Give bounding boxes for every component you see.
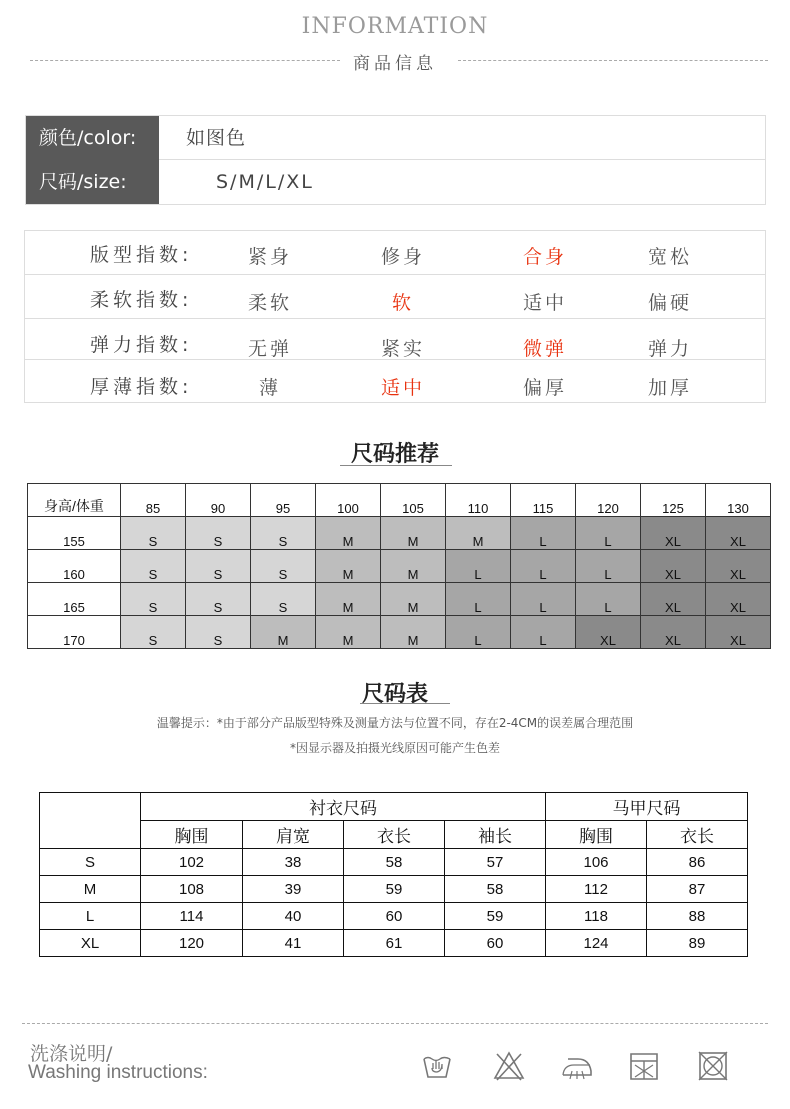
measure-cell: 102 — [141, 849, 243, 876]
size-name-cell: XL — [40, 930, 141, 957]
product-info-box — [25, 115, 766, 205]
size-chart-table — [39, 792, 748, 957]
measure-cell: 40 — [243, 903, 344, 930]
size-cell: M — [316, 550, 381, 583]
iron-low-icon — [560, 1049, 594, 1083]
index-label: 版型指数: — [90, 244, 193, 266]
size-cell: M — [381, 550, 446, 583]
size-cell: L — [511, 517, 576, 550]
chart-row-xl — [40, 930, 748, 957]
size-recommend-grid — [27, 483, 771, 649]
color-note: *因显示器及拍摄光线原因可能产生色差 — [289, 741, 500, 755]
measure-cell: 57 — [445, 849, 546, 876]
size-cell: XL — [706, 550, 771, 583]
size-cell: S — [186, 517, 251, 550]
size-cell: S — [251, 583, 316, 616]
grid-row-165 — [28, 583, 771, 616]
weight-header: 130 — [706, 484, 771, 517]
measure-cell: 88 — [647, 903, 748, 930]
size-cell: S — [186, 550, 251, 583]
size-cell: M — [316, 583, 381, 616]
size-cell: L — [511, 616, 576, 649]
index-row-elasticity — [25, 319, 765, 362]
weight-header: 115 — [511, 484, 576, 517]
index-option: 柔软 — [247, 292, 292, 314]
measurement-note: 温馨提示：*由于部分产品版型特殊及测量方法与位置不同，存在2-4CM的误差属合理范围 — [156, 716, 634, 730]
height-cell: 160 — [28, 550, 121, 583]
index-option-selected: 微弹 — [522, 338, 567, 360]
index-option-selected: 适中 — [380, 377, 425, 399]
header-subtitle: 商品信息 — [353, 54, 437, 74]
index-option: 修身 — [380, 246, 425, 268]
measure-cell: 39 — [243, 876, 344, 903]
vest-size-header: 马甲尺码 — [546, 793, 748, 821]
hand-wash-icon — [420, 1049, 454, 1083]
index-option-selected: 软 — [391, 292, 414, 314]
measure-cell: 60 — [445, 930, 546, 957]
size-cell: L — [511, 583, 576, 616]
size-name-cell: L — [40, 903, 141, 930]
fit-index-table — [24, 230, 766, 403]
size-cell: XL — [641, 550, 706, 583]
weight-header: 100 — [316, 484, 381, 517]
column-header: 胸围 — [141, 821, 243, 849]
size-cell: S — [186, 616, 251, 649]
measure-cell: 38 — [243, 849, 344, 876]
index-row-softness — [25, 275, 765, 318]
column-header: 胸围 — [546, 821, 647, 849]
size-cell: M — [251, 616, 316, 649]
washing-divider — [22, 1023, 768, 1024]
size-value: S/M/L/XL — [216, 171, 314, 193]
size-table-title-underline — [360, 703, 450, 704]
size-table-title: 尺码表 — [361, 682, 428, 707]
index-label: 柔软指数: — [90, 289, 193, 311]
size-cell: M — [381, 616, 446, 649]
weight-header: 95 — [251, 484, 316, 517]
index-option: 紧实 — [380, 338, 425, 360]
chart-row-m — [40, 876, 748, 903]
grid-row-160 — [28, 550, 771, 583]
dry-flat-icon — [627, 1049, 661, 1083]
size-cell: XL — [706, 583, 771, 616]
color-label: 颜色/color: — [26, 116, 159, 160]
size-cell: XL — [576, 616, 641, 649]
column-header: 衣长 — [647, 821, 748, 849]
size-cell: XL — [706, 616, 771, 649]
measure-cell: 58 — [344, 849, 445, 876]
size-label: 尺码/size: — [26, 160, 159, 204]
index-row-thickness — [25, 360, 765, 403]
index-option: 薄 — [258, 377, 281, 399]
size-cell: S — [121, 616, 186, 649]
measure-cell: 59 — [445, 903, 546, 930]
measure-cell: 86 — [647, 849, 748, 876]
color-value: 如图色 — [186, 127, 247, 149]
weight-header: 105 — [381, 484, 446, 517]
height-cell: 165 — [28, 583, 121, 616]
washing-title-cn: 洗涤说明/ — [30, 1043, 113, 1065]
size-cell: S — [251, 517, 316, 550]
grid-row-155 — [28, 517, 771, 550]
chart-row-l — [40, 903, 748, 930]
column-header: 肩宽 — [243, 821, 344, 849]
chart-corner-cell — [40, 793, 141, 849]
no-bleach-icon — [492, 1049, 526, 1083]
index-label: 弹力指数: — [90, 334, 193, 356]
index-option-selected: 合身 — [522, 246, 567, 268]
size-row — [26, 160, 765, 204]
index-option: 宽松 — [647, 246, 692, 268]
measure-cell: 89 — [647, 930, 748, 957]
size-name-cell: S — [40, 849, 141, 876]
measure-cell: 114 — [141, 903, 243, 930]
size-cell: XL — [641, 517, 706, 550]
recommend-title: 尺码推荐 — [350, 442, 439, 467]
size-cell: L — [446, 616, 511, 649]
size-cell: S — [121, 517, 186, 550]
shirt-size-header: 衬衣尺码 — [141, 793, 546, 821]
measure-cell: 112 — [546, 876, 647, 903]
size-cell: S — [186, 583, 251, 616]
chart-group-row — [40, 793, 748, 821]
index-option: 无弹 — [247, 338, 292, 360]
size-cell: XL — [641, 616, 706, 649]
grid-corner-cell: 身高/体重 — [28, 484, 121, 517]
measure-cell: 120 — [141, 930, 243, 957]
size-cell: L — [576, 517, 641, 550]
color-row — [26, 116, 765, 160]
grid-header-row — [28, 484, 771, 517]
size-cell: M — [381, 517, 446, 550]
height-cell: 155 — [28, 517, 121, 550]
washing-title-en: Washing instructions: — [28, 1062, 208, 1083]
size-cell: M — [316, 616, 381, 649]
size-cell: M — [316, 517, 381, 550]
measure-cell: 41 — [243, 930, 344, 957]
weight-header: 85 — [121, 484, 186, 517]
size-cell: S — [121, 550, 186, 583]
index-label: 厚薄指数: — [90, 376, 193, 398]
size-cell: XL — [641, 583, 706, 616]
size-cell: S — [251, 550, 316, 583]
measure-cell: 124 — [546, 930, 647, 957]
header-divider-right — [458, 60, 768, 61]
index-row-fit — [25, 231, 765, 274]
measure-cell: 61 — [344, 930, 445, 957]
column-header: 袖长 — [445, 821, 546, 849]
weight-header: 90 — [186, 484, 251, 517]
size-cell: XL — [706, 517, 771, 550]
size-cell: L — [446, 550, 511, 583]
measure-cell: 59 — [344, 876, 445, 903]
measure-cell: 60 — [344, 903, 445, 930]
size-name-cell: M — [40, 876, 141, 903]
size-cell: S — [121, 583, 186, 616]
measure-cell: 58 — [445, 876, 546, 903]
index-option: 偏硬 — [647, 292, 692, 314]
weight-header: 120 — [576, 484, 641, 517]
no-tumble-dry-icon — [696, 1049, 730, 1083]
measure-cell: 87 — [647, 876, 748, 903]
header-title: INFORMATION — [301, 14, 489, 39]
size-cell: L — [576, 550, 641, 583]
index-option: 加厚 — [647, 377, 692, 399]
index-option: 紧身 — [247, 246, 292, 268]
grid-row-170 — [28, 616, 771, 649]
measure-cell: 106 — [546, 849, 647, 876]
index-option: 弹力 — [647, 338, 692, 360]
size-cell: M — [446, 517, 511, 550]
size-cell: M — [381, 583, 446, 616]
index-option: 适中 — [522, 292, 567, 314]
column-header: 衣长 — [344, 821, 445, 849]
recommend-title-underline — [340, 465, 452, 466]
index-option: 偏厚 — [522, 377, 567, 399]
weight-header: 110 — [446, 484, 511, 517]
weight-header: 125 — [641, 484, 706, 517]
measure-cell: 108 — [141, 876, 243, 903]
size-cell: L — [511, 550, 576, 583]
height-cell: 170 — [28, 616, 121, 649]
size-cell: L — [576, 583, 641, 616]
measure-cell: 118 — [546, 903, 647, 930]
size-cell: L — [446, 583, 511, 616]
chart-column-row — [40, 821, 748, 849]
chart-row-s — [40, 849, 748, 876]
